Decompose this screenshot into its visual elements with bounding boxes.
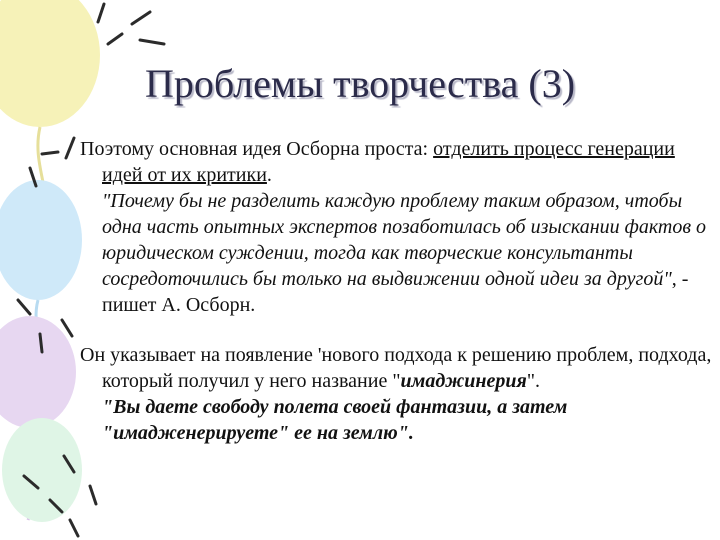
imagineering-term: имаджинерия (400, 370, 527, 392)
osborn-quote: "Почему бы не разделить каждую проблему таким образом, чтобы одна часть опытных экспертов позаботилась об изыскании фактов о юридическом суждении, тогда как творческие консультанты сосредоточились бы только на выдвижении одной идеи за другой" (102, 190, 707, 290)
fantasy-quote: "Вы даете свободу полета своей фантазии, а затем "имадженерируете" ее на землю". (102, 396, 568, 444)
quote-attribution: , - пишет А. Осборн. (102, 268, 689, 316)
blue-balloon (0, 180, 82, 300)
paragraph-osborn-idea (80, 136, 716, 318)
p2-term-end: ". (526, 370, 540, 392)
paragraph-imagineering (80, 342, 716, 446)
slide-title: Проблемы творчества (3) (144, 61, 576, 106)
p2-intro: Он указывает на появление 'нового подхода к решению проблем, подхода, который получил у него название " (80, 344, 712, 392)
key-idea-underlined: отделить процесс генерации идей от их критики (102, 138, 675, 186)
p1-intro: Поэтому основная идея Осборна проста: (80, 138, 434, 160)
p1-end: . (266, 164, 272, 186)
purple-balloon (0, 316, 76, 428)
slide-body (80, 136, 716, 446)
green-balloon (2, 418, 82, 522)
